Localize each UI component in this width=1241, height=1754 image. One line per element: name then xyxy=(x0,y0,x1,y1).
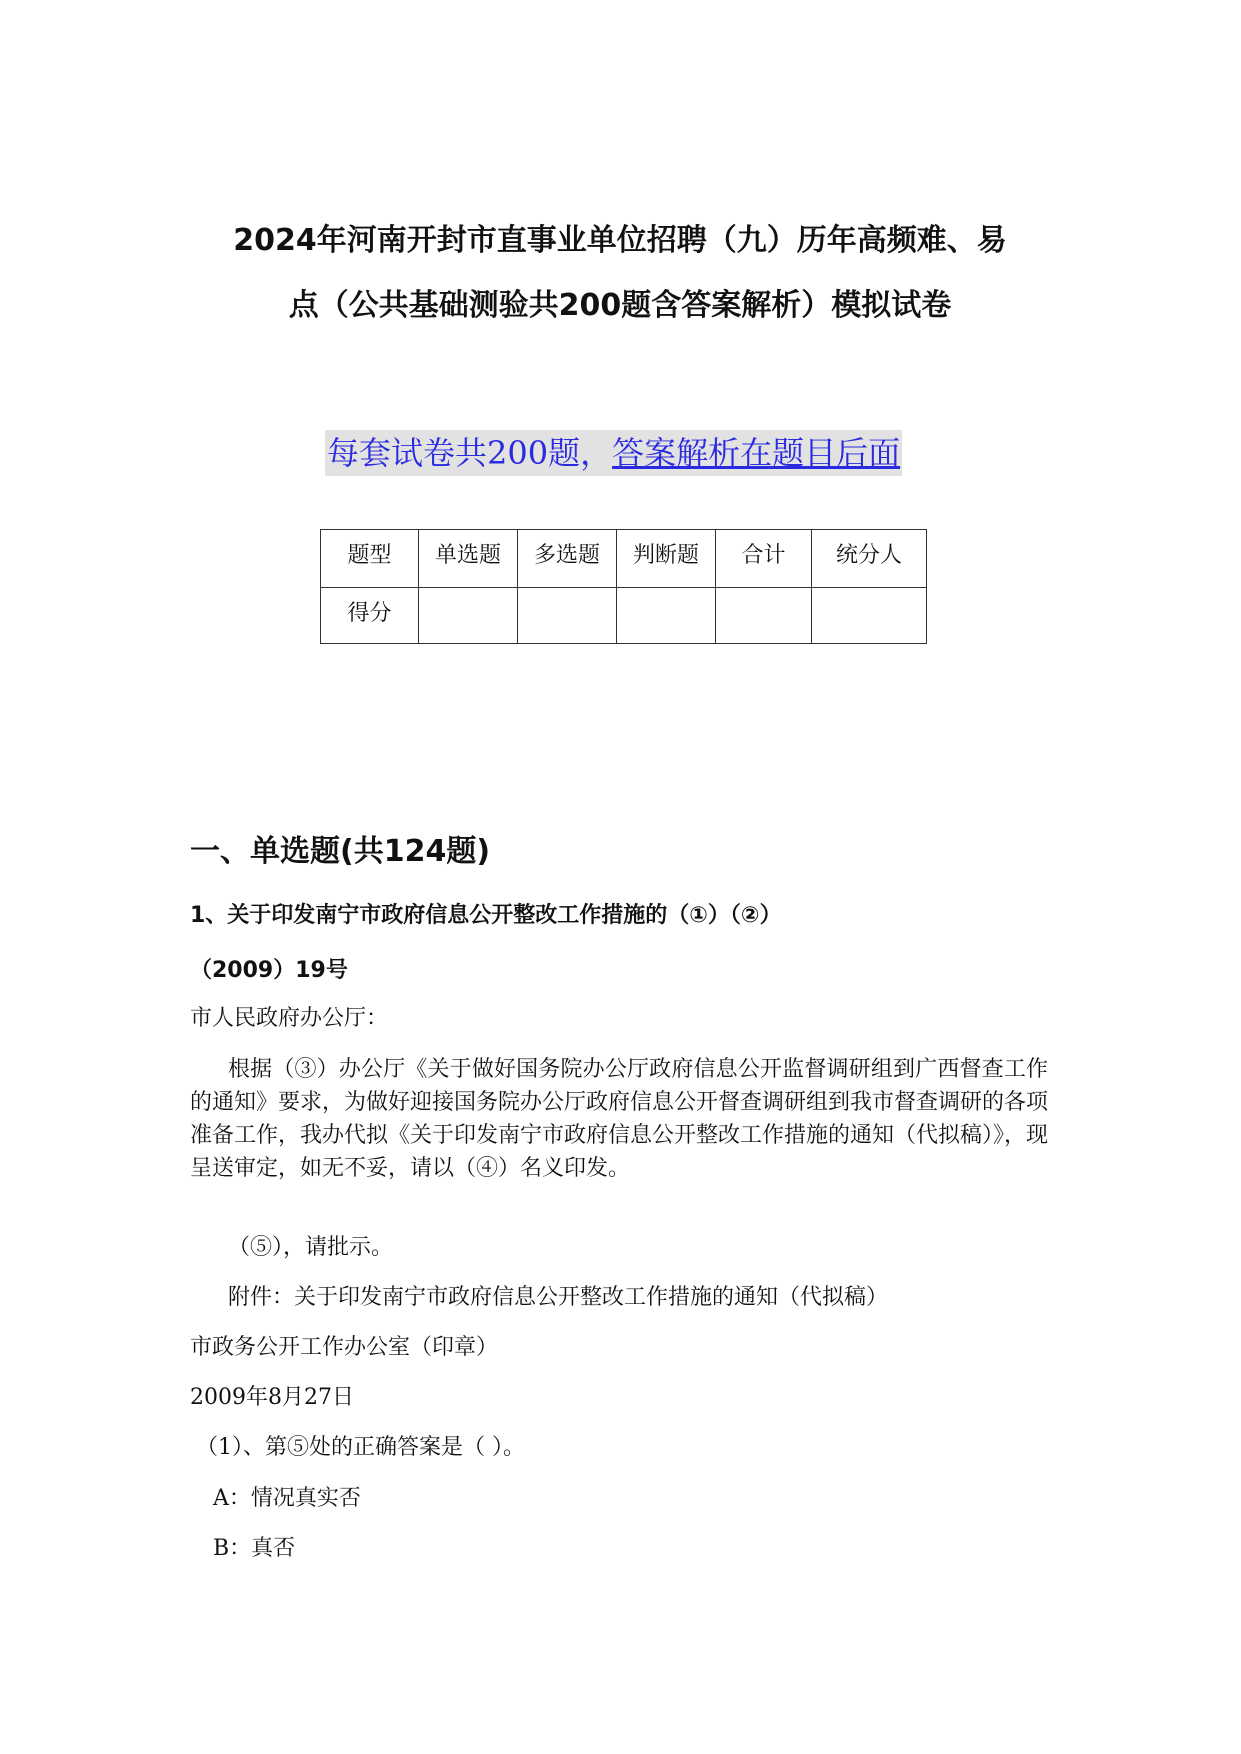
question-title: 1、关于印发南宁市政府信息公开整改工作措施的（①）（②） xyxy=(190,903,782,928)
letter-closing: （⑤），请批示。 xyxy=(228,1235,394,1260)
letter-paragraph: 根据（③）办公厅《关于做好国务院办公厅政府信息公开监督调研组到广西督查工作的通知》要求，为做好迎接国务院办公厅政府信息公开督查调研组到我市督查调研的各项准备工作，我办代拟《关于印发南宁市政府信息公开整改工作措施的通知（代拟稿）》，现呈送审定，如无不妥，请以（④）名义印发。 xyxy=(190,1057,1049,1181)
score-cell-single-choice[interactable] xyxy=(419,588,518,644)
document-number: （2009）19号 xyxy=(190,958,348,983)
option-a[interactable]: A：情况真实否 xyxy=(213,1486,361,1511)
score-cell-scorer[interactable] xyxy=(812,588,927,644)
score-cell-total[interactable] xyxy=(716,588,812,644)
letter-attachment: 附件：关于印发南宁市政府信息公开整改工作措施的通知（代拟稿） xyxy=(228,1285,889,1310)
answer-analysis-link[interactable]: 答案解析在题目后面 xyxy=(612,434,901,472)
option-b[interactable]: B：真否 xyxy=(213,1536,296,1561)
instruction-banner xyxy=(325,430,902,476)
header-true-false: 判断题 xyxy=(617,530,716,588)
document-title-line2: 点（公共基础测验共200题含答案解析）模拟试卷 xyxy=(288,288,952,323)
header-question-type: 题型 xyxy=(321,530,419,588)
score-table xyxy=(320,529,927,644)
letter-greeting: 市人民政府办公厅： xyxy=(190,1006,389,1031)
score-table-score-row xyxy=(321,588,927,644)
score-cell-multiple-choice[interactable] xyxy=(518,588,617,644)
header-total: 合计 xyxy=(716,530,812,588)
sub-question: （1）、第⑤处的正确答案是（ ）。 xyxy=(196,1435,525,1460)
section-heading: 一、单选题(共124题) xyxy=(190,834,491,869)
letter-date: 2009年8月27日 xyxy=(190,1385,354,1410)
score-cell-true-false[interactable] xyxy=(617,588,716,644)
letter-signer: 市政务公开工作办公室（印章） xyxy=(190,1335,499,1360)
score-table-header-row xyxy=(321,530,927,588)
header-scorer: 统分人 xyxy=(812,530,927,588)
header-multiple-choice: 多选题 xyxy=(518,530,617,588)
banner-text: 每套试卷共200题， xyxy=(327,434,613,472)
header-single-choice: 单选题 xyxy=(419,530,518,588)
document-title-line1: 2024年河南开封市直事业单位招聘（九）历年高频难、易 xyxy=(233,223,1007,258)
row-label-score: 得分 xyxy=(321,588,419,644)
